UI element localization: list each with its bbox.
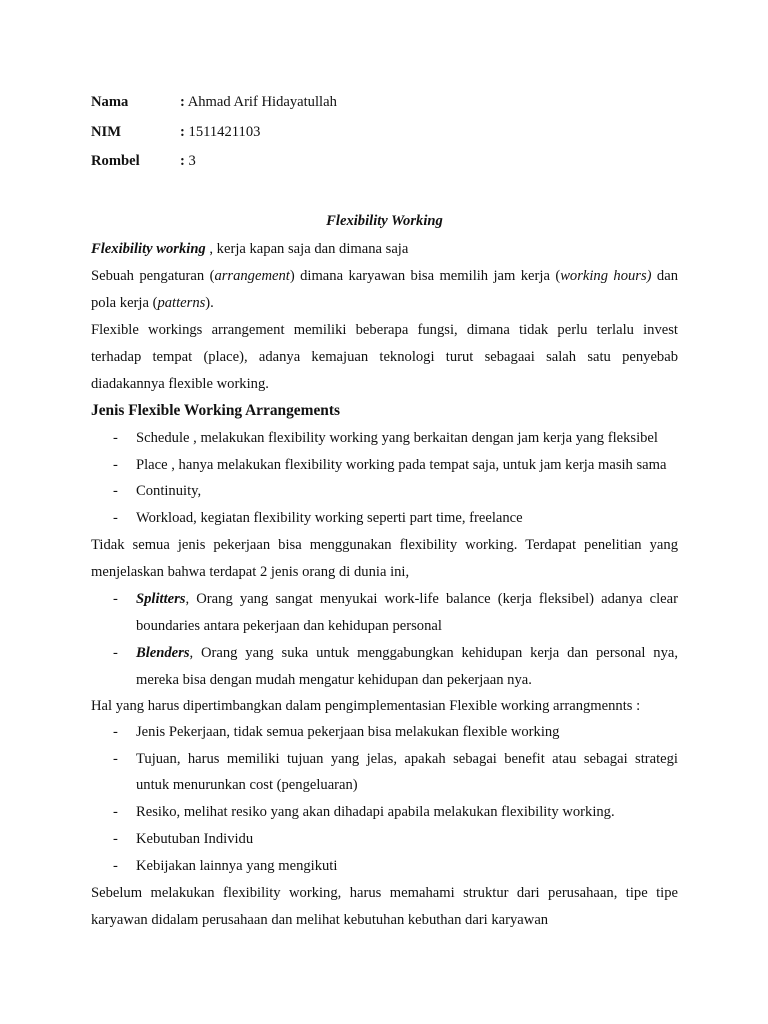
list2-item-2-line2: mereka bisa dengan mudah mengatur kehidupan dan pekerjaan nya. xyxy=(136,672,532,688)
blenders-desc: , Orang yang suka untuk menggabungkan kehidupan kerja dan personal nya, xyxy=(189,645,678,661)
para5-line2: karyawan didalam perusahaan dan melihat kebutuhan kebuthan dari karyawan xyxy=(91,912,549,928)
intro-rest: , kerja kapan saja dan dimana saja xyxy=(205,241,409,257)
rombel-label: Rombel xyxy=(91,153,140,169)
document-title: Flexibility Working xyxy=(326,213,443,229)
para1-line1 xyxy=(91,266,678,286)
rombel-text: 3 xyxy=(188,153,196,169)
list2-bullet-1: - xyxy=(113,591,118,607)
para1-italic-working-hours: working hours) xyxy=(560,268,652,284)
list3-bullet-1: - xyxy=(113,724,118,740)
splitters-desc: , Orang yang sangat menyukai work-life balance (kerja fleksibel) adanya clear xyxy=(185,591,678,607)
para2-line1: Flexible workings arrangement memiliki beberapa fungsi, dimana tidak perlu terlalu invest xyxy=(91,322,678,338)
list1-bullet-4: - xyxy=(113,510,118,526)
list3-bullet-3: - xyxy=(113,804,118,820)
para1-text-e: ). xyxy=(205,295,214,311)
list3-item-3: Resiko, melihat resiko yang akan dihadapi apabila melakukan flexibility working. xyxy=(136,804,615,820)
name-separator: : xyxy=(180,94,185,110)
list3-item-2-line1: Tujuan, harus memiliki tujuan yang jelas, apakah sebagai benefit atau sebagai strategi xyxy=(136,751,678,767)
nim-separator: : xyxy=(180,124,185,140)
para2-line3: diadakannya flexible working. xyxy=(91,376,269,392)
list1-item-1: Schedule , melakukan flexibility working yang berkaitan dengan jam kerja yang fleksibel xyxy=(136,430,658,446)
nim-text: 1511421103 xyxy=(188,124,261,140)
list3-bullet-5: - xyxy=(113,858,118,874)
list2-item-2-line1 xyxy=(136,643,678,663)
rombel-value xyxy=(180,151,196,171)
rombel-separator: : xyxy=(180,153,185,169)
list3-bullet-4: - xyxy=(113,831,118,847)
para5-line1: Sebelum melakukan flexibility working, harus memahami struktur dari perusahaan, tipe tipe xyxy=(91,885,678,901)
list2-bullet-2: - xyxy=(113,645,118,661)
list3-bullet-2: - xyxy=(113,751,118,767)
splitters-term: Splitters xyxy=(136,591,186,607)
intro-term: Flexibility working xyxy=(91,241,206,257)
list3-item-1: Jenis Pekerjaan, tidak semua pekerjaan bisa melakukan flexible working xyxy=(136,724,560,740)
para4: Hal yang harus dipertimbangkan dalam pengimplementasian Flexible working arrangmennts : xyxy=(91,698,641,714)
list1-item-2: Place , hanya melakukan flexibility working pada tempat saja, untuk jam kerja masih sama xyxy=(136,457,667,473)
list1-item-4: Workload, kegiatan flexibility working seperti part time, freelance xyxy=(136,510,523,526)
intro-line xyxy=(91,239,678,259)
list2-item-1-line1 xyxy=(136,589,678,609)
name-text: Ahmad Arif Hidayatullah xyxy=(187,94,337,110)
para1-line2 xyxy=(91,293,678,313)
list3-item-5: Kebijakan lainnya yang mengikuti xyxy=(136,858,338,874)
list2-item-1-line2: boundaries antara pekerjaan dan kehidupan personal xyxy=(136,618,442,634)
section-heading: Jenis Flexible Working Arrangements xyxy=(91,402,340,419)
para3-line1: Tidak semua jenis pekerjaan bisa menggunakan flexibility working. Terdapat penelitian yang xyxy=(91,537,678,553)
para1-text-c: dan xyxy=(651,268,678,284)
blenders-term: Blenders xyxy=(136,645,190,661)
nim-label: NIM xyxy=(91,124,121,140)
para1-italic-arrangement: arrangement xyxy=(214,268,290,284)
list1-bullet-2: - xyxy=(113,457,118,473)
list3-item-4: Kebutuban Individu xyxy=(136,831,254,847)
list1-item-3: Continuity, xyxy=(136,483,202,499)
list1-bullet-3: - xyxy=(113,483,118,499)
para3-line2: menjelaskan bahwa terdapat 2 jenis orang di dunia ini, xyxy=(91,564,410,580)
list3-item-2-line2: untuk menurunkan cost (pengeluaran) xyxy=(136,777,358,793)
para2-line2: terhadap tempat (place), adanya kemajuan teknologi turut sebagaai salah satu penyebab xyxy=(91,349,678,365)
para1-italic-patterns: patterns xyxy=(157,295,206,311)
name-value xyxy=(180,92,337,112)
list1-bullet-1: - xyxy=(113,430,118,446)
para1-text-b: ) dimana karyawan bisa memilih jam kerja ( xyxy=(289,268,561,284)
para1-text-a: Sebuah pengaturan ( xyxy=(91,268,215,284)
name-label: Nama xyxy=(91,94,129,110)
nim-value xyxy=(180,122,260,142)
para1-text-d: pola kerja ( xyxy=(91,295,158,311)
